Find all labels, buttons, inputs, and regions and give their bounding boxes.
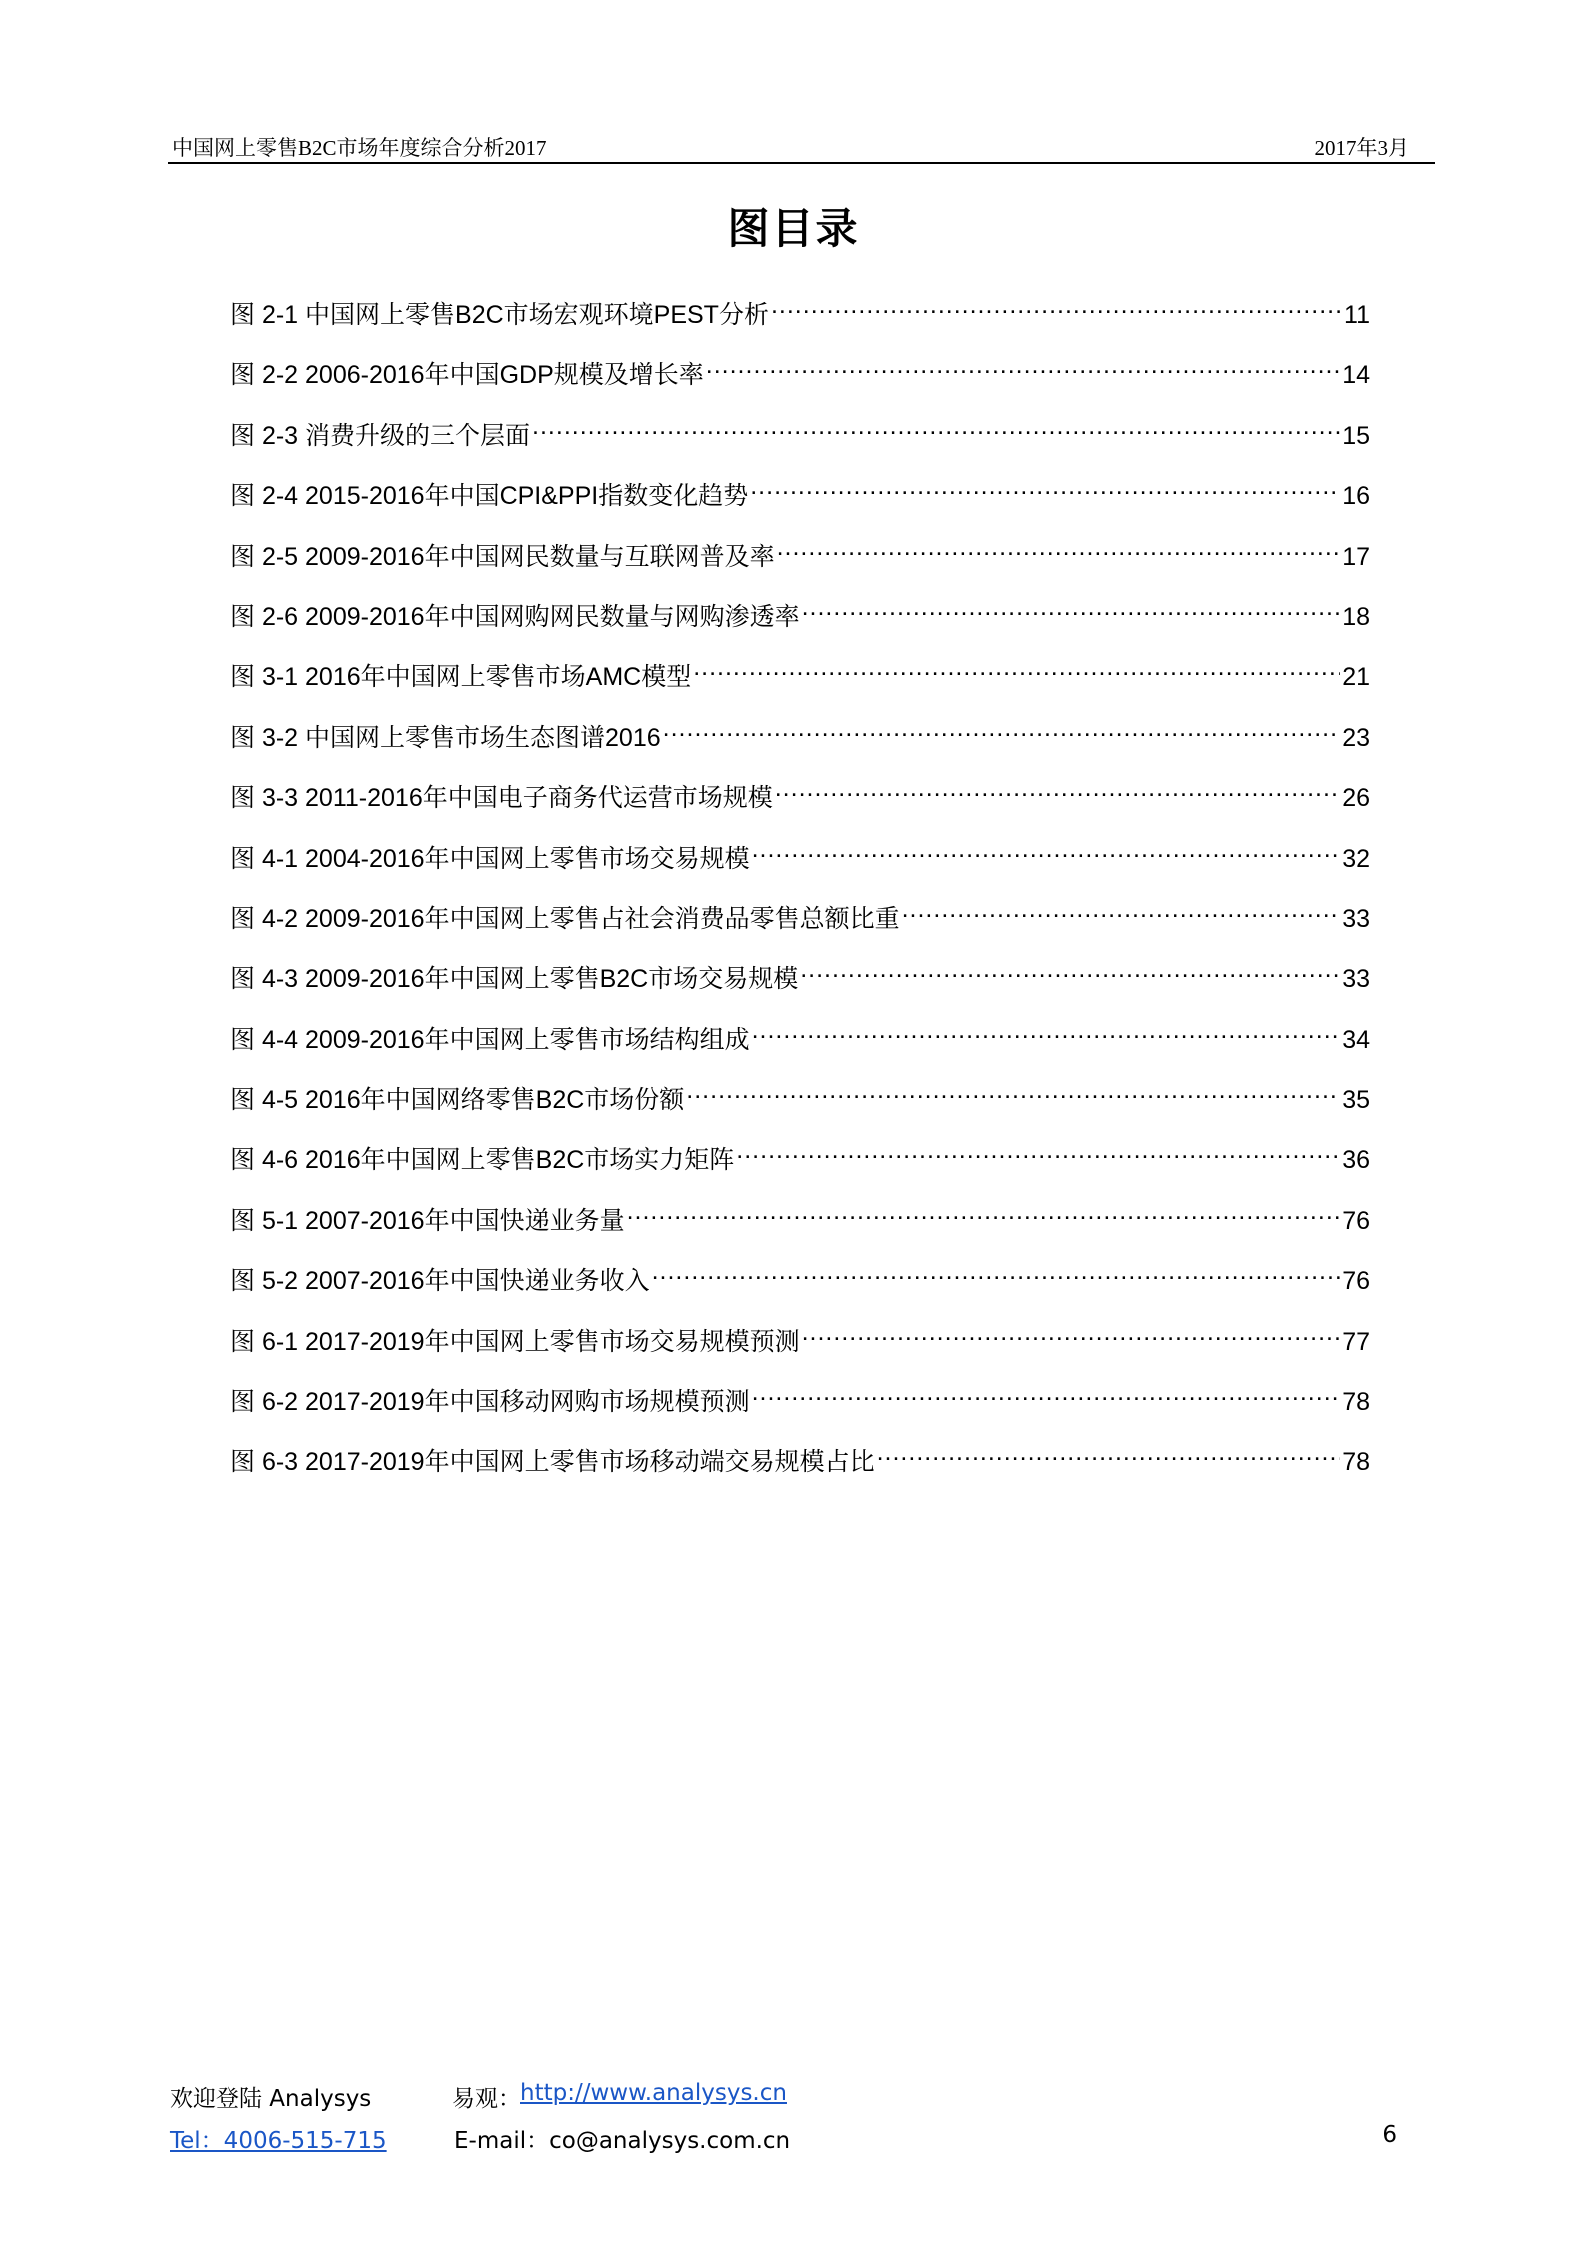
toc-dot-leader (800, 951, 1340, 987)
toc-entry-page: 11 (1344, 301, 1370, 329)
toc-entry-page: 21 (1342, 663, 1370, 692)
toc-entry[interactable] (230, 710, 1370, 770)
toc-entry-page: 26 (1342, 784, 1370, 813)
footer-site-label: 易观： (452, 2086, 521, 2112)
toc-entry-page: 15 (1342, 421, 1370, 450)
toc-entry[interactable] (230, 347, 1370, 407)
toc-entry[interactable] (230, 1434, 1370, 1494)
toc-entry[interactable] (230, 1253, 1370, 1313)
toc-entry-page: 78 (1342, 1448, 1370, 1477)
toc-dot-leader (532, 408, 1340, 444)
toc-dot-leader (750, 468, 1340, 504)
toc-entry-page: 78 (1342, 1388, 1370, 1417)
toc-entry-label: 图 4-5 2016年中国网络零售B2C市场份额 (230, 1086, 685, 1115)
footer-email: E-mail：co@analysys.com.cn (454, 2128, 791, 2154)
toc-entry-label: 图 3-1 2016年中国网上零售市场AMC模型 (230, 663, 692, 692)
toc-entry[interactable] (230, 1012, 1370, 1072)
footer-welcome: 欢迎登陆 Analysys (170, 2086, 372, 2112)
toc-entry-label: 图 2-5 2009-2016年中国网民数量与互联网普及率 (230, 542, 775, 571)
toc-entry-label: 图 6-2 2017-2019年中国移动网购市场规模预测 (230, 1388, 750, 1417)
toc-dot-leader (706, 347, 1340, 383)
toc-dot-leader (902, 891, 1341, 927)
toc-entry-label: 图 5-2 2007-2016年中国快递业务收入 (230, 1267, 650, 1296)
footer-site-link[interactable]: http://www.analysys.cn (520, 2080, 787, 2106)
toc-entry-label: 图 2-2 2006-2016年中国GDP规模及增长率 (230, 361, 704, 390)
toc-entry-page: 76 (1342, 1267, 1370, 1296)
toc-entry-page: 33 (1342, 965, 1370, 994)
toc-entry[interactable] (230, 1314, 1370, 1374)
toc-dot-leader (663, 710, 1341, 746)
toc-entry-page: 36 (1342, 1146, 1370, 1175)
toc-dot-leader (775, 770, 1340, 806)
toc-entry-page: 18 (1342, 602, 1370, 631)
toc-dot-leader (652, 1253, 1341, 1289)
toc-dot-leader (777, 529, 1341, 565)
toc-entry[interactable] (230, 589, 1370, 649)
header-date: 2017年3月 (1314, 136, 1409, 160)
toc-dot-leader (877, 1434, 1341, 1470)
toc-dot-leader (627, 1193, 1341, 1229)
toc-entry-label: 图 3-2 中国网上零售市场生态图谱2016 (230, 723, 661, 752)
toc-entry-label: 图 6-3 2017-2019年中国网上零售市场移动端交易规模占比 (230, 1448, 875, 1477)
toc-dot-leader (752, 1374, 1341, 1410)
toc-entry-label: 图 4-4 2009-2016年中国网上零售市场结构组成 (230, 1025, 750, 1054)
toc-entry[interactable] (230, 770, 1370, 830)
toc-entry[interactable] (230, 649, 1370, 709)
toc-dot-leader (771, 287, 1342, 323)
page-header (168, 128, 1435, 164)
toc-entry[interactable] (230, 408, 1370, 468)
footer-tel-link[interactable]: Tel：4006-515-715 (170, 2128, 387, 2154)
toc-entry-label: 图 6-1 2017-2019年中国网上零售市场交易规模预测 (230, 1327, 800, 1356)
toc-entry[interactable] (230, 529, 1370, 589)
figure-list (230, 287, 1370, 1495)
toc-dot-leader (802, 1314, 1341, 1350)
header-report-title: 中国网上零售B2C市场年度综合分析2017 (172, 136, 547, 160)
toc-entry-page: 32 (1342, 844, 1370, 873)
toc-entry-page: 33 (1342, 904, 1370, 933)
toc-entry[interactable] (230, 468, 1370, 528)
toc-entry-page: 34 (1342, 1025, 1370, 1054)
page-footer (170, 2074, 1437, 2164)
toc-entry-page: 77 (1342, 1327, 1370, 1356)
toc-dot-leader (752, 1012, 1341, 1048)
page-number: 6 (1382, 2122, 1397, 2148)
toc-entry-label: 图 3-3 2011-2016年中国电子商务代运营市场规模 (230, 784, 773, 813)
toc-dot-leader (686, 1072, 1340, 1108)
toc-entry-label: 图 4-6 2016年中国网上零售B2C市场实力矩阵 (230, 1146, 735, 1175)
toc-entry-page: 35 (1342, 1086, 1370, 1115)
toc-entry[interactable] (230, 891, 1370, 951)
toc-entry-label: 图 4-3 2009-2016年中国网上零售B2C市场交易规模 (230, 965, 799, 994)
page-title: 图目录 (727, 204, 860, 253)
toc-dot-leader (736, 1132, 1340, 1168)
toc-entry[interactable] (230, 1193, 1370, 1253)
toc-entry-label: 图 2-4 2015-2016年中国CPI&PPI指数变化趋势 (230, 482, 749, 511)
toc-entry-page: 14 (1342, 361, 1370, 390)
toc-entry[interactable] (230, 951, 1370, 1011)
toc-entry[interactable] (230, 831, 1370, 891)
toc-entry-label: 图 2-6 2009-2016年中国网购网民数量与网购渗透率 (230, 602, 800, 631)
toc-entry-label: 图 4-1 2004-2016年中国网上零售市场交易规模 (230, 844, 750, 873)
toc-entry-page: 16 (1342, 482, 1370, 511)
toc-entry-label: 图 2-3 消费升级的三个层面 (230, 421, 531, 450)
toc-entry-label: 图 4-2 2009-2016年中国网上零售占社会消费品零售总额比重 (230, 904, 900, 933)
toc-entry-page: 76 (1342, 1206, 1370, 1235)
toc-entry-label: 图 2-1 中国网上零售B2C市场宏观环境PEST分析 (230, 301, 769, 329)
toc-entry-page: 23 (1342, 723, 1370, 752)
toc-entry-page: 17 (1342, 542, 1370, 571)
toc-dot-leader (802, 589, 1341, 625)
toc-dot-leader (693, 649, 1340, 685)
toc-entry-label: 图 5-1 2007-2016年中国快递业务量 (230, 1206, 625, 1235)
toc-entry[interactable] (230, 1132, 1370, 1192)
toc-entry[interactable] (230, 287, 1370, 347)
toc-dot-leader (752, 831, 1341, 867)
toc-entry[interactable] (230, 1374, 1370, 1434)
toc-entry[interactable] (230, 1072, 1370, 1132)
